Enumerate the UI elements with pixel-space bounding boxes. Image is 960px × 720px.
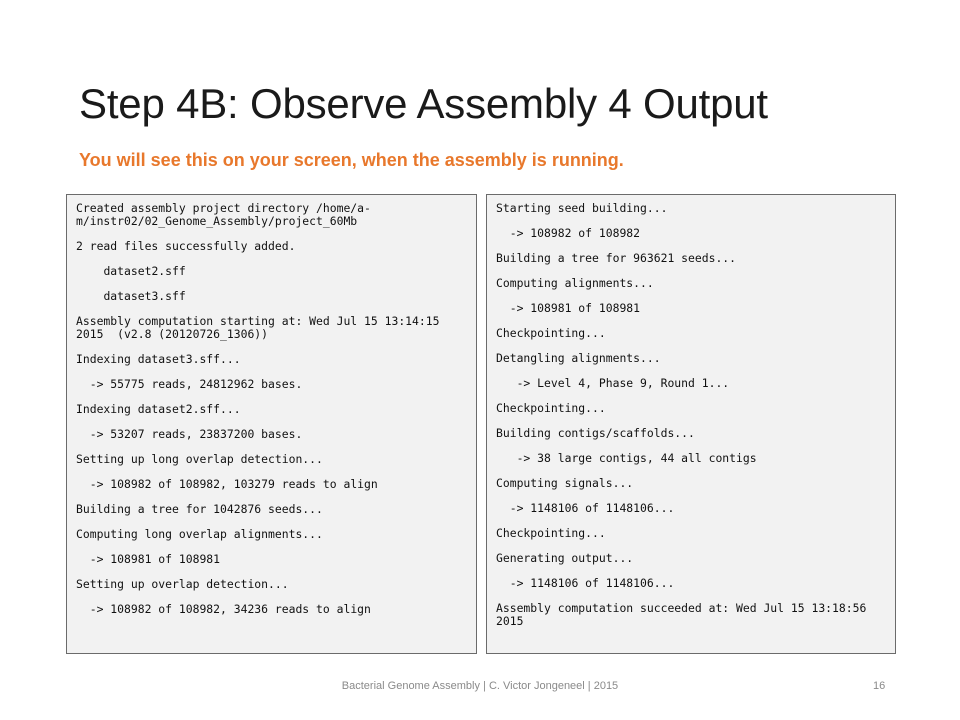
console-line: Checkpointing... (496, 401, 606, 415)
console-line: Building contigs/scaffolds... (496, 426, 695, 440)
console-line: -> Level 4, Phase 9, Round 1... (496, 376, 730, 390)
console-line: Computing alignments... (496, 276, 654, 290)
console-line: Indexing dataset2.sff... (76, 402, 241, 416)
console-line: -> 53207 reads, 23837200 bases. (76, 427, 303, 441)
console-line: -> 108981 of 108981 (76, 552, 221, 566)
console-line: -> 108982 of 108982, 34236 reads to align (76, 602, 371, 616)
console-line: Assembly computation starting at: Wed Jul 15 13:14:15 2015 (v2.8 (20120726_1306)) (76, 314, 447, 341)
console-line: -> 108981 of 108981 (496, 301, 641, 315)
console-line: Indexing dataset3.sff... (76, 352, 241, 366)
console-line: -> 108982 of 108982 (496, 226, 641, 240)
slide-subtitle: You will see this on your screen, when the assembly is running. (79, 150, 624, 170)
console-line: Building a tree for 1042876 seeds... (76, 502, 323, 516)
console-line: -> 1148106 of 1148106... (496, 501, 675, 515)
console-line: dataset2.sff (76, 264, 186, 278)
page-number: 16 (873, 680, 886, 692)
footer-credit: Bacterial Genome Assembly | C. Victor Jongeneel | 2015 (341, 680, 619, 692)
left-console-output (66, 194, 477, 654)
slide-title: Step 4B: Observe Assembly 4 Output (79, 80, 768, 127)
console-line: Starting seed building... (496, 201, 668, 215)
console-line: Computing signals... (496, 476, 634, 490)
console-line: Computing long overlap alignments... (76, 527, 323, 541)
console-line: Setting up overlap detection... (76, 577, 289, 591)
console-line: Generating output... (496, 551, 634, 565)
console-line: Checkpointing... (496, 526, 606, 540)
console-line: -> 38 large contigs, 44 all contigs (496, 451, 757, 465)
console-line: Detangling alignments... (496, 351, 661, 365)
console-line: Checkpointing... (496, 326, 606, 340)
console-line: dataset3.sff (76, 289, 186, 303)
console-line: Created assembly project directory /home/a-m/instr02/02_Genome_Assembly/project_60Mb (76, 201, 371, 228)
console-line: Setting up long overlap detection... (76, 452, 323, 466)
console-line: -> 55775 reads, 24812962 bases. (76, 377, 303, 391)
console-line: -> 1148106 of 1148106... (496, 576, 675, 590)
console-line: -> 108982 of 108982, 103279 reads to align (76, 477, 378, 491)
console-line: 2 read files successfully added. (76, 239, 296, 253)
console-line: Building a tree for 963621 seeds... (496, 251, 737, 265)
right-console-output (486, 194, 896, 654)
console-line: Assembly computation succeeded at: Wed Jul 15 13:18:56 2015 (496, 601, 874, 628)
